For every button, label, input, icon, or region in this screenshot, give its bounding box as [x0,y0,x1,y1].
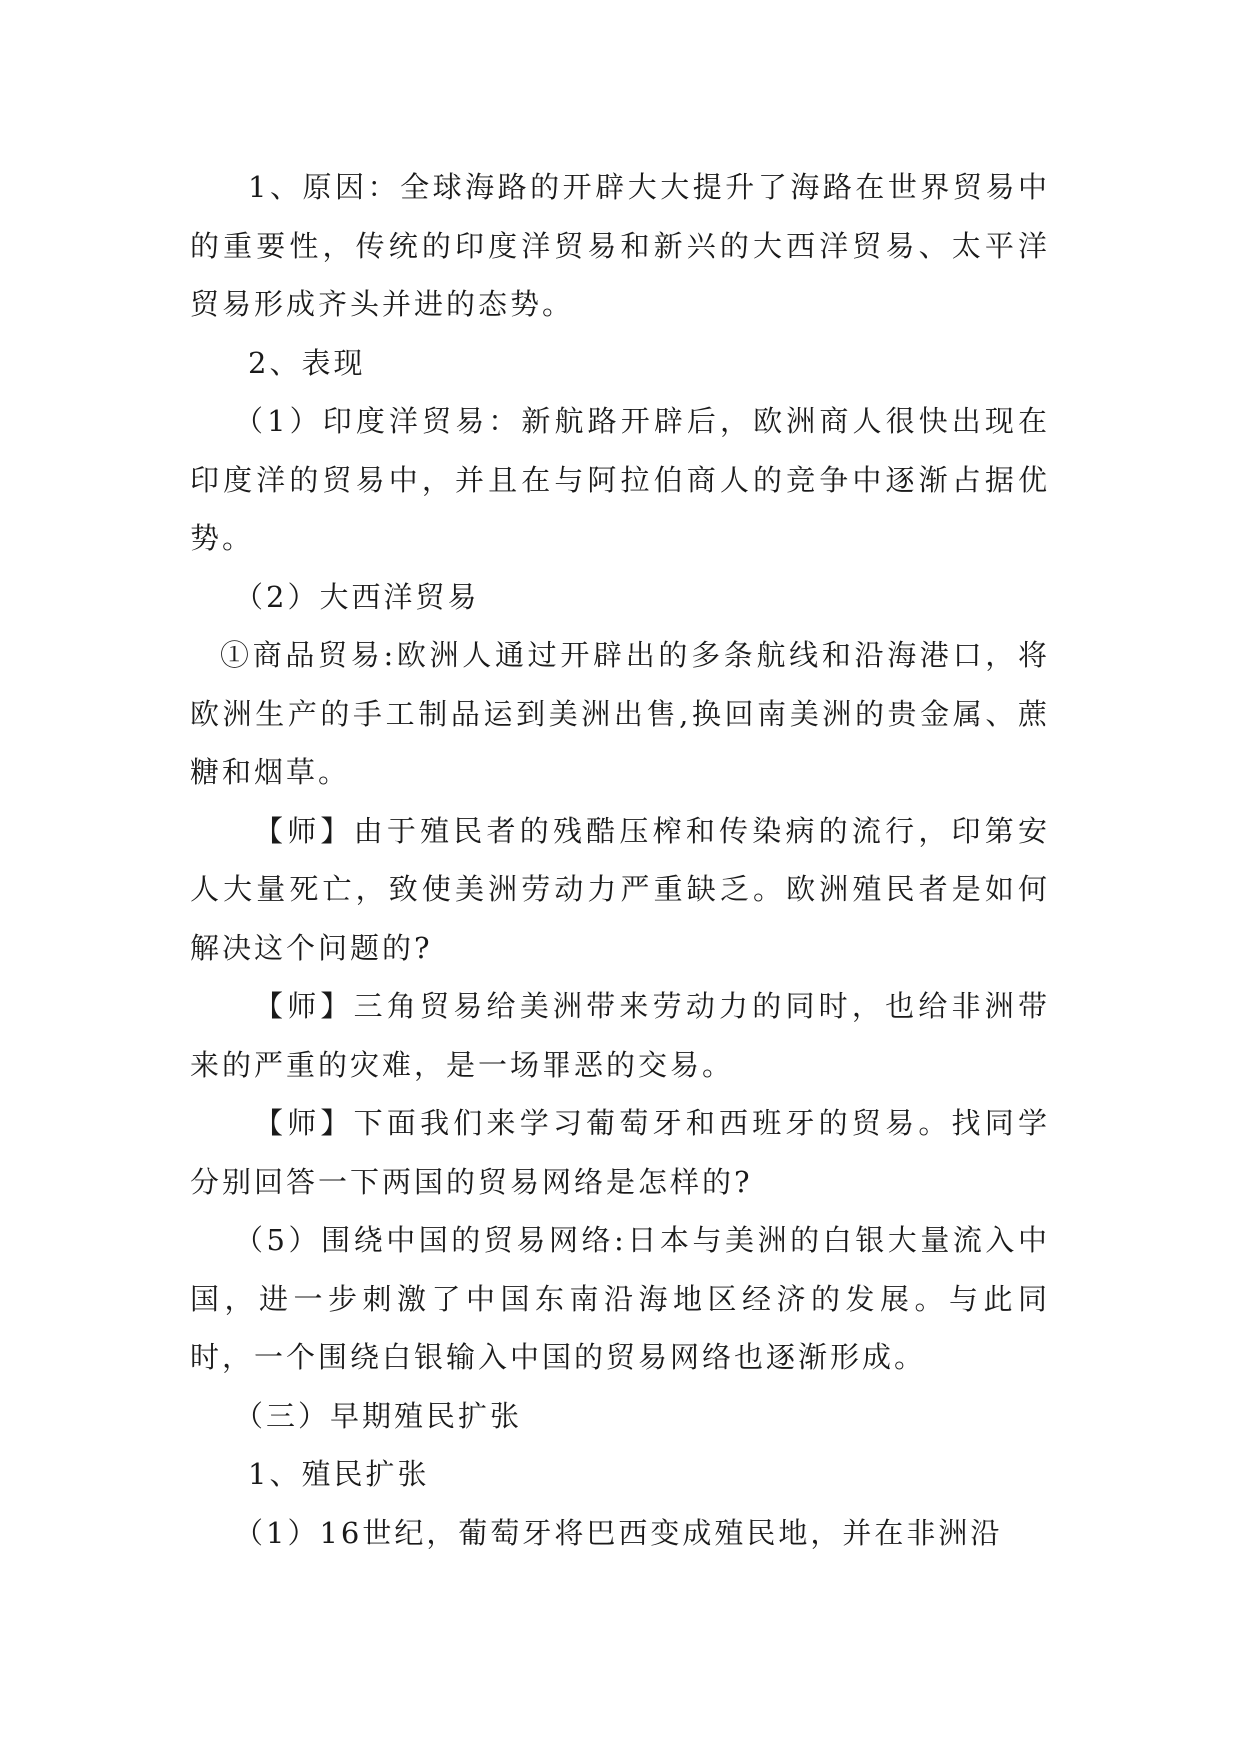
paragraph-china-trade-network: （5）围绕中国的贸易网络:日本与美洲的白银大量流入中国，进一步刺激了中国东南沿海地区经济的发展。与此同时，一个围绕白银输入中国的贸易网络也逐渐形成。 [190,1223,1050,1374]
document-body [190,158,1050,1562]
paragraph-colonial-expansion-heading: （三）早期殖民扩张 [234,1398,523,1433]
paragraph-teacher-remark-2: 【师】三角贸易给美洲带来劳动力的同时，也给非洲带来的严重的灾难，是一场罪恶的交易。 [190,989,1050,1082]
paragraph-atlantic-trade-heading: （2）大西洋贸易 [234,579,480,614]
paragraph-performance-heading: 2、表现 [248,345,366,380]
paragraph-teacher-remark-3: 【师】下面我们来学习葡萄牙和西班牙的贸易。找同学分别回答一下两国的贸易网络是怎样的? [190,1106,1050,1199]
paragraph-colonial-expansion-subheading: 1、殖民扩张 [248,1457,430,1491]
paragraph-portugal-16th-century: （1）16世纪，葡萄牙将巴西变成殖民地，并在非洲沿 [234,1515,1003,1550]
paragraph-reason: 1、原因：全球海路的开辟大大提升了海路在世界贸易中的重要性，传统的印度洋贸易和新兴的大西洋贸易、太平洋贸易形成齐头并进的态势。 [190,170,1050,321]
paragraph-commodity-trade: ①商品贸易:欧洲人通过开辟出的多条航线和沿海港口，将欧洲生产的手工制品运到美洲出售,换回南美洲的贵金属、蔗糖和烟草。 [190,638,1050,789]
paragraph-indian-ocean-trade: （1）印度洋贸易：新航路开辟后，欧洲商人很快出现在印度洋的贸易中，并且在与阿拉伯商人的竞争中逐渐占据优势。 [190,404,1050,555]
paragraph-teacher-question-1: 【师】由于殖民者的残酷压榨和传染病的流行，印第安人大量死亡，致使美洲劳动力严重缺乏。欧洲殖民者是如何解决这个问题的? [190,813,1050,965]
